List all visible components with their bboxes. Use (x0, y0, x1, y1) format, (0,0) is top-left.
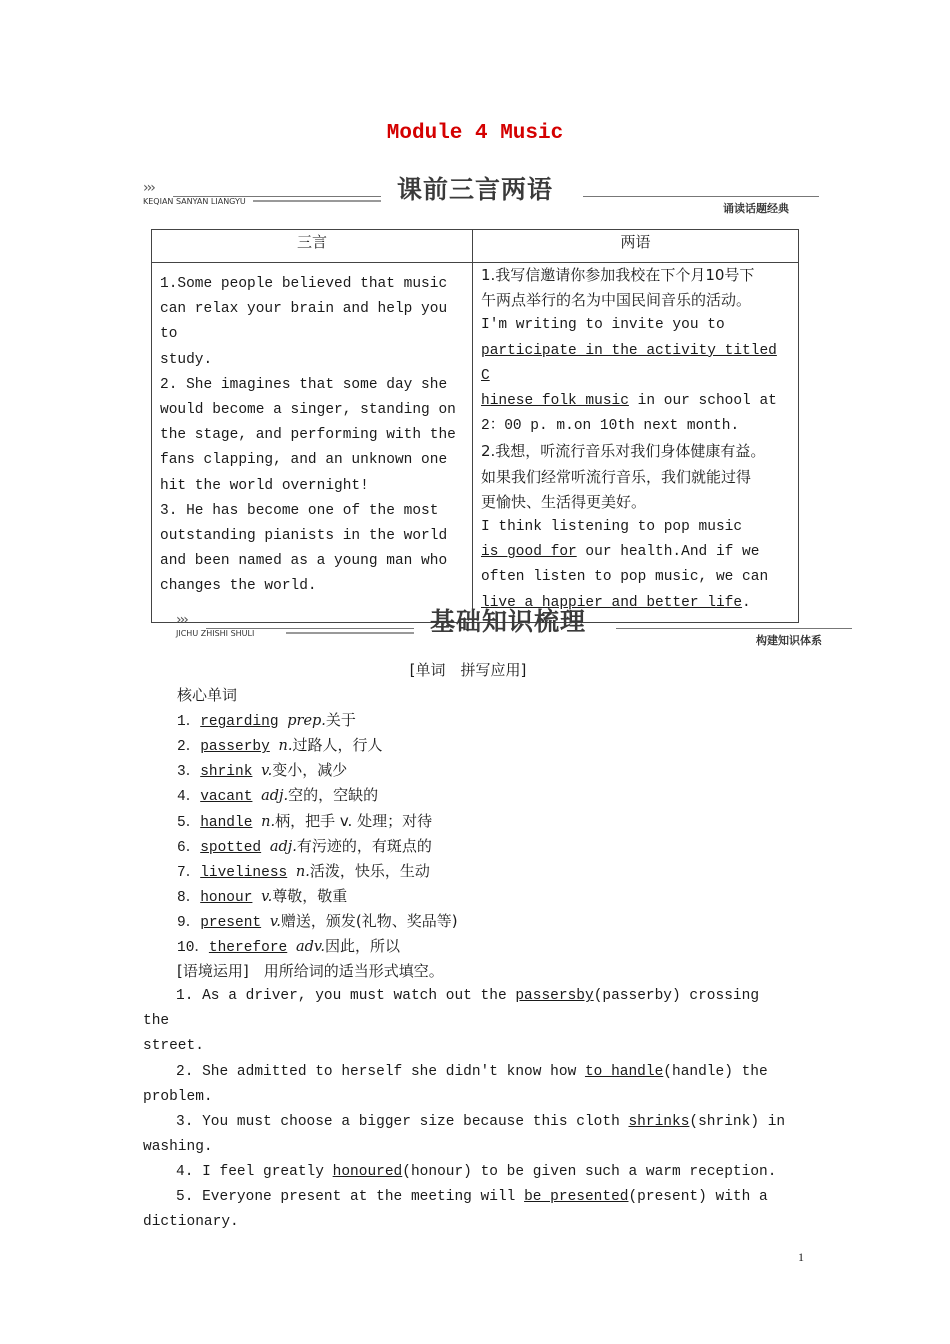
vocab-word: therefore (208, 940, 288, 957)
vocab-meaning: 尊敬，敬重 (272, 886, 348, 905)
vocab-word: passerby (200, 739, 270, 756)
liangyu-line: 2.我想，听流行音乐对我们身体健康有益。 (481, 442, 766, 461)
banner-rule (286, 632, 414, 634)
vocab-item (143, 758, 793, 783)
chevron-icon: ››› (143, 180, 154, 196)
liangyu-line: I'm writing to invite you to (481, 317, 725, 334)
vocab-heading: [单词 拼写应用] (409, 661, 527, 679)
exercise-text: 1. As a driver, you must watch out the (176, 988, 516, 1005)
liangyu-cell (473, 263, 799, 623)
sanyan-line: 1.Some people believed that music (160, 276, 448, 292)
vocab-pos: n. (278, 738, 293, 755)
banner-title: 课前三言两语 (397, 175, 554, 204)
vocab-number: 4． (177, 789, 201, 806)
banner-rule (583, 196, 819, 197)
exercise-text: problem. (143, 1088, 213, 1105)
exercise-answer: be presented (524, 1188, 629, 1205)
exercise-text: 2. She admitted to herself she didn't know how (176, 1063, 585, 1080)
answer-underline: is good for (481, 544, 577, 561)
context-heading: [语境运用] 用所给词的适当形式填空。 (177, 962, 444, 981)
vocab-word: regarding (200, 714, 279, 731)
banner-title: 基础知识梳理 (430, 607, 587, 636)
banner-rule (173, 196, 381, 197)
exercise-text: 4. I feel greatly (176, 1163, 333, 1180)
sanyan-line: fans clapping, and an unknown one (160, 452, 448, 469)
sanyan-line: can relax your brain and help you to (160, 301, 448, 343)
exercise-text: washing. (143, 1138, 213, 1155)
vocab-pos: v. (261, 763, 273, 780)
banner-tag: 构建知识体系 (756, 634, 822, 647)
vocab-number: 3． (177, 764, 201, 781)
vocab-meaning: 空的，空缺的 (288, 786, 379, 805)
exercise-text: (passerby) crossing the (143, 988, 760, 1030)
table-header-sanyan: 三言 (152, 230, 473, 263)
sanyan-line: outstanding pianists in the world (160, 528, 448, 545)
liangyu-line: 午两点举行的名为中国民间音乐的活动。 (481, 291, 752, 310)
sanyan-line: study. (160, 351, 213, 368)
liangyu-line: 1.我写信邀请你参加我校在下个月10号下 (481, 266, 755, 284)
banner-rule (253, 200, 381, 202)
vocab-meaning: 过路人，行人 (292, 736, 383, 755)
exercise-item (143, 1160, 793, 1185)
vocab-word: shrink (200, 764, 253, 781)
exercise-text: (handle) the (663, 1063, 768, 1080)
liangyu-line: 更愉快、生活得更美好。 (481, 492, 647, 511)
liangyu-line: 如果我们经常听流行音乐，我们就能过得 (481, 467, 752, 486)
vocab-item (143, 934, 793, 959)
chevron-icon: ››› (176, 612, 187, 628)
liangyu-line: 2：00 p. m.on 10th next month. (481, 418, 740, 435)
banner-rule (616, 628, 852, 629)
vocab-pos: prep. (287, 713, 326, 730)
exercise-answer: shrinks (628, 1113, 690, 1130)
section-banner-preview (143, 175, 823, 224)
answer-underline: live a happier and better life (481, 594, 743, 611)
exercise-item (143, 1110, 793, 1160)
sanyan-line: 3. He has become one of the most (160, 502, 439, 519)
table-header-liangyu: 两语 (473, 230, 799, 263)
banner-pinyin: KEQIAN SANYAN LIANGYU (143, 197, 246, 206)
sanyan-cell (152, 263, 473, 623)
vocab-item (143, 733, 793, 758)
exercise-item (143, 1185, 793, 1235)
vocab-number: 7． (177, 864, 201, 881)
vocab-item (143, 884, 793, 909)
liangyu-line: often listen to pop music, we can (481, 569, 769, 586)
vocab-subheading: 核心单词 (177, 686, 238, 705)
banner-tag: 诵读话题经典 (723, 202, 789, 215)
exercise-item (143, 1060, 793, 1110)
sanyan-line: and been named as a young man who (160, 553, 448, 570)
vocab-pos: adv. (295, 939, 325, 956)
vocab-number: 2． (177, 739, 201, 756)
vocab-number: 8． (177, 889, 201, 906)
phrases-table (151, 229, 799, 623)
sanyan-line: changes the world. (160, 578, 317, 595)
vocab-item (143, 834, 793, 859)
vocab-word: present (200, 914, 262, 931)
sanyan-line: 2. She imagines that some day she (160, 376, 448, 393)
sanyan-line: would become a singer, standing on (160, 402, 456, 419)
vocab-meaning: 变小，减少 (272, 761, 348, 780)
sanyan-line: hit the world overnight! (160, 477, 369, 494)
vocab-meaning: 因此，所以 (324, 937, 400, 956)
banner-rule (206, 628, 414, 629)
vocab-meaning: 赠送，颁发(礼物、奖品等) (280, 911, 458, 930)
vocab-word: liveliness (200, 864, 288, 881)
sanyan-line: the stage, and performing with the (160, 427, 456, 444)
answer-underline: hinese folk music (481, 393, 629, 410)
exercise-text: (honour) to be given such a warm reception. (402, 1163, 777, 1180)
vocab-number: 1． (177, 714, 201, 731)
vocab-number: 6． (177, 839, 201, 856)
vocab-item (143, 909, 793, 934)
vocab-number: 9． (177, 914, 201, 931)
vocab-item (143, 708, 793, 733)
vocab-pos: v. (269, 913, 281, 930)
page-number: 1 (798, 1250, 804, 1264)
vocab-word: spotted (200, 839, 262, 856)
vocab-meaning: 活泼，快乐，生动 (309, 861, 430, 880)
answer-underline: participate in the activity titled C (481, 342, 777, 384)
page-title: Module 4 Music (386, 122, 564, 145)
exercise-text: (present) with a (628, 1188, 768, 1205)
vocab-number: 10． (177, 940, 209, 957)
exercise-item (143, 984, 793, 1059)
exercise-list (143, 984, 793, 1235)
vocab-number: 5． (177, 814, 201, 831)
vocab-meaning: 关于 (325, 711, 356, 730)
exercise-answer: passersby (515, 988, 594, 1005)
liangyu-text: in our school at (628, 393, 777, 410)
banner-pinyin: JICHU ZHISHI SHULI (176, 629, 255, 638)
vocab-pos: adj. (261, 788, 289, 805)
vocab-pos: n. (261, 813, 276, 830)
exercise-text: 3. You must choose a bigger size because this cloth (176, 1113, 629, 1130)
exercise-text: dictionary. (143, 1214, 239, 1231)
exercise-text: 5. Everyone present at the meeting will (176, 1188, 525, 1205)
vocab-pos: n. (295, 863, 310, 880)
vocab-word: vacant (200, 789, 253, 806)
section-banner-basics (176, 607, 856, 656)
exercise-answer: to handle (584, 1063, 664, 1080)
vocab-meaning: 有污迹的，有斑点的 (296, 836, 432, 855)
vocab-word: handle (200, 814, 253, 831)
exercise-text: (shrink) in (689, 1113, 786, 1130)
vocab-item (143, 859, 793, 884)
liangyu-text: our health.And if we (576, 544, 760, 561)
liangyu-text: . (742, 594, 751, 611)
vocab-pos: v. (261, 888, 273, 905)
vocab-section (143, 658, 793, 1235)
vocab-word: honour (200, 889, 253, 906)
liangyu-line: I think listening to pop music (481, 519, 743, 536)
vocab-item (143, 783, 793, 808)
exercise-text: street. (143, 1038, 204, 1055)
vocab-item (143, 809, 793, 834)
vocab-pos: adj. (269, 838, 297, 855)
exercise-answer: honoured (332, 1163, 403, 1180)
vocab-list (143, 708, 793, 959)
vocab-meaning: 柄，把手 v. 处理；对待 (275, 811, 433, 830)
